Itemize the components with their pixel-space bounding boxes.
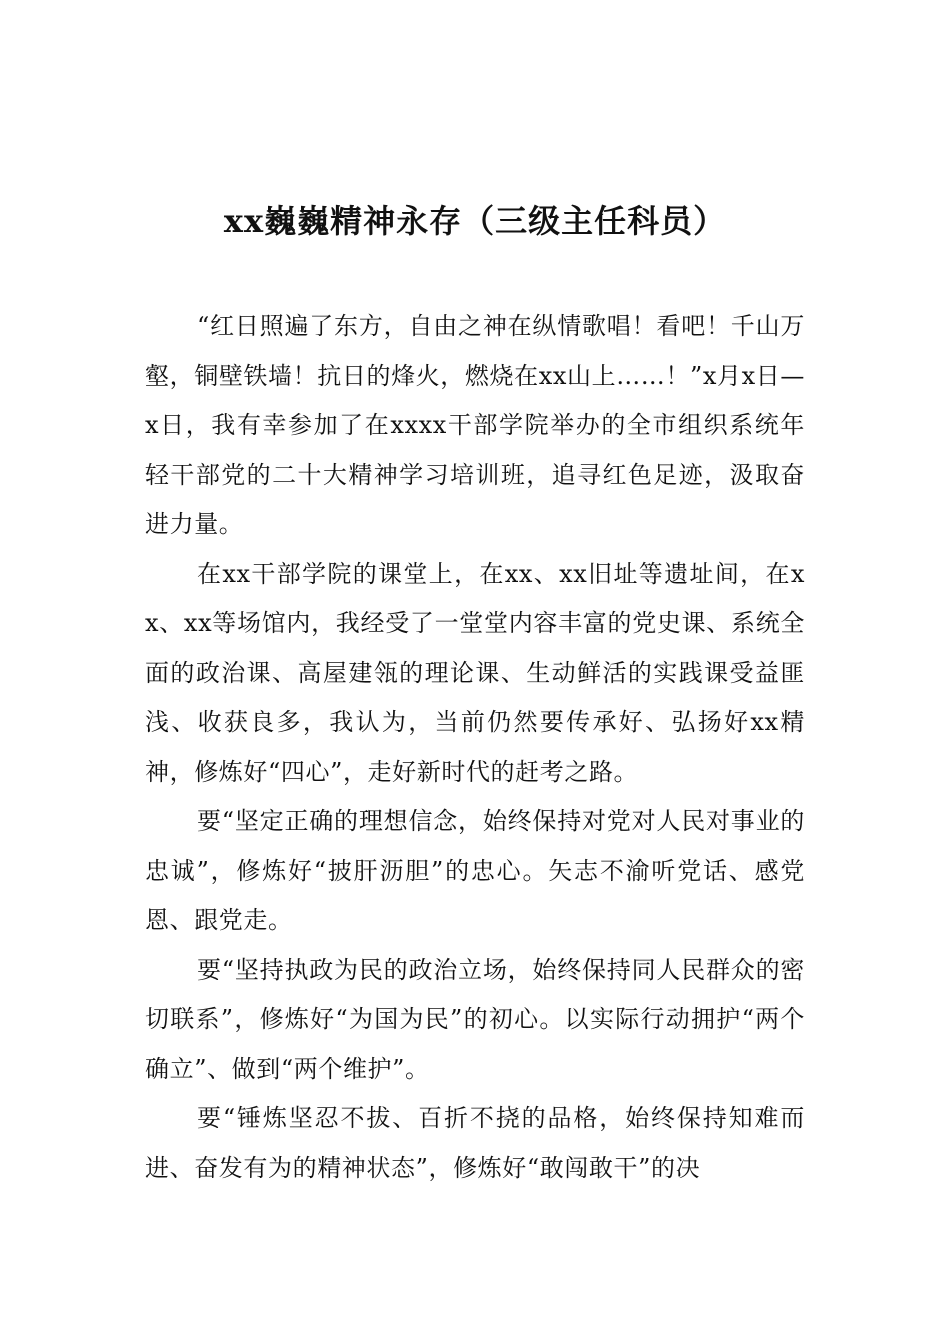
document-title: xx巍巍精神永存（三级主任科员）	[223, 202, 727, 240]
paragraph-2: 在xx干部学院的课堂上，在xx、xx旧址等遗址间，在xx、xx等场馆内，我经受了一堂堂内容丰富的党史课、系统全面的政治课、高屋建瓴的理论课、生动鲜活的实践课受益匪浅、收获良多，我认为，当前仍然要传承好、弘扬好xx精神，修炼好“四心”，走好新时代的赶考之路。	[145, 559, 805, 786]
paragraph-1: “红日照遍了东方，自由之神在纵情歌唱！看吧！千山万壑，铜壁铁墙！抗日的烽火，燃烧在xx山上……！”x月x日—x日，我有幸参加了在xxxx干部学院举办的全市组织系统年轻干部党的二十大精神学习培训班，追寻红色足迹，汲取奋进力量。	[145, 312, 805, 538]
paragraph-3: 要“坚定正确的理想信念，始终保持对党对人民对事业的忠诚”，修炼好“披肝沥胆”的忠心。矢志不渝听党话、感党恩、跟党走。	[145, 807, 805, 934]
paragraph-5: 要“锤炼坚忍不拔、百折不挠的品格，始终保持知难而进、奋发有为的精神状态”，修炼好“敢闯敢干”的决	[145, 1104, 805, 1182]
paragraph-4: 要“坚持执政为民的政治立场，始终保持同人民群众的密切联系”，修炼好“为国为民”的初心。以实际行动拥护“两个确立”、做到“两个维护”。	[145, 955, 805, 1083]
document-body	[145, 302, 805, 1193]
